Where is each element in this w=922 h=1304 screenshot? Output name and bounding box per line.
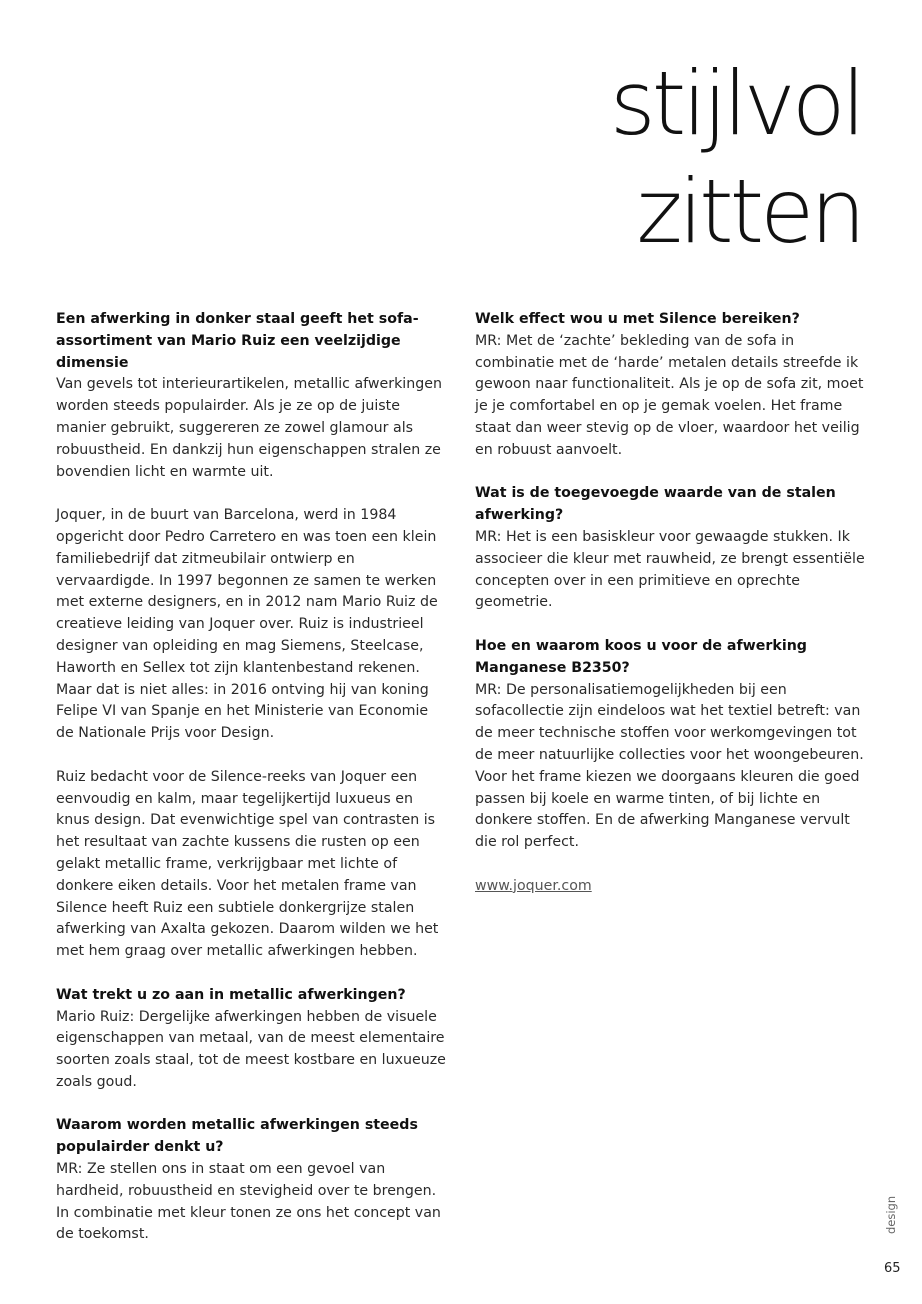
left-column <box>56 309 450 1268</box>
intro-paragraph: Van gevels tot interieurartikelen, metallic afwerkingen worden steeds populairder. Als je ze op de juiste manier gebruikt, suggereren ze zowel glamour als robuustheid. En dankzij hun eigenschappen stralen ze bovendien licht en warmte uit. <box>56 376 442 480</box>
section-label: design <box>884 1195 898 1234</box>
qa-block <box>56 1115 450 1246</box>
answer-paragraph: Mario Ruiz: Dergelijke afwerkingen hebben de visuele eigenschappen van metaal, van de meest elementaire soorten zoals staal, tot de meest kostbare en luxueuze zoals goud. <box>56 1008 446 1090</box>
question-heading: Welk effect wou u met Silence bereiken? <box>475 311 800 327</box>
paragraph-block <box>56 505 450 745</box>
qa-block <box>475 309 869 462</box>
title-line-1: stijlvol <box>609 52 862 155</box>
body-paragraph: Ruiz bedacht voor de Silence-reeks van Joquer een eenvoudig en kalm, maar tegelijkertijd luxueus en knus design. Dat evenwichtige spel van contrasten is het resultaat van zachte kussens die rusten op een gelakt metallic frame, verkrijgbaar met lichte of donkere eiken details. Voor het metalen frame van Silence heeft Ruiz een subtiele donkergrijze stalen afwerking van Axalta gekozen. Daarom wilden we het met hem graag over metallic afwerkingen hebben. <box>56 768 439 960</box>
answer-paragraph: MR: Met de ‘zachte’ bekleding van de sofa in combinatie met de ‘harde’ metalen details streefde ik gewoon naar functionaliteit. Als je op de sofa zit, moet je je comfortabel en op je gemak voelen. Het frame staat dan weer stevig op de vloer, waardoor het veilig en robuust aanvoelt. <box>475 332 864 458</box>
answer-paragraph: MR: De personalisatiemogelijkheden bij een sofacollectie zijn eindeloos wat het textiel betreft: van de meer technische stoffen voor werkomgevingen tot de meer natuurlijke collecties voor het woongebeuren. Voor het frame kiezen we doorgaans kleuren die goed passen bij koele en warme tinten, of bij lichte en donkere stoffen. En de afwerking Manganese vervult die rol perfect. <box>475 681 864 851</box>
section-label-container <box>884 1194 900 1238</box>
intro-block <box>56 309 450 483</box>
intro-heading: Een afwerking in donker staal geeft het sofa-assortiment van Mario Ruiz een veelzijdige dimensie <box>56 311 419 371</box>
question-heading: Wat trekt u zo aan in metallic afwerkingen? <box>56 986 406 1003</box>
question-heading: Hoe en waarom koos u voor de afwerking Manganese B2350? <box>475 637 807 676</box>
page-number: 65 <box>884 1261 901 1276</box>
answer-paragraph: MR: Het is een basiskleur voor gewaagde stukken. Ik associeer die kleur met rauwheid, ze brengt essentiële concepten over in een primitieve en oprechte geometrie. <box>475 528 865 611</box>
paragraph-block <box>56 767 450 963</box>
body-paragraph: Joquer, in de buurt van Barcelona, werd in 1984 opgericht door Pedro Carretero en was toen een klein familiebedrijf dat zitmeubilair ontwierp en vervaardigde. In 1997 begonnen ze samen te werken met externe designers, en in 2012 nam Mario Ruiz de creatieve leiding van Joquer over. Ruiz is industrieel designer van opleiding en mag Siemens, Steelcase, Haworth en Sellex tot zijn klantenbestand rekenen. Maar dat is niet alles: in 2016 ontving hij van koning Felipe VI van Spanje en het Ministerie van Economie de Nationale Prijs voor Design. <box>56 507 438 742</box>
answer-paragraph: MR: Ze stellen ons in staat om een gevoel van hardheid, robuustheid en stevigheid over te brengen. In combinatie met kleur tonen ze ons het concept van de toekomst. <box>56 1161 441 1243</box>
right-column <box>475 309 869 919</box>
qa-block <box>475 636 869 854</box>
link-block <box>475 876 869 898</box>
page-title <box>610 50 862 266</box>
qa-block <box>56 985 450 1094</box>
question-heading: Waarom worden metallic afwerkingen steeds populairder denkt u? <box>56 1117 418 1156</box>
title-line-2: zitten <box>636 160 862 263</box>
website-link[interactable]: www.joquer.com <box>475 877 592 894</box>
qa-block <box>475 483 869 614</box>
question-heading: Wat is de toegevoegde waarde van de stalen afwerking? <box>475 485 836 524</box>
